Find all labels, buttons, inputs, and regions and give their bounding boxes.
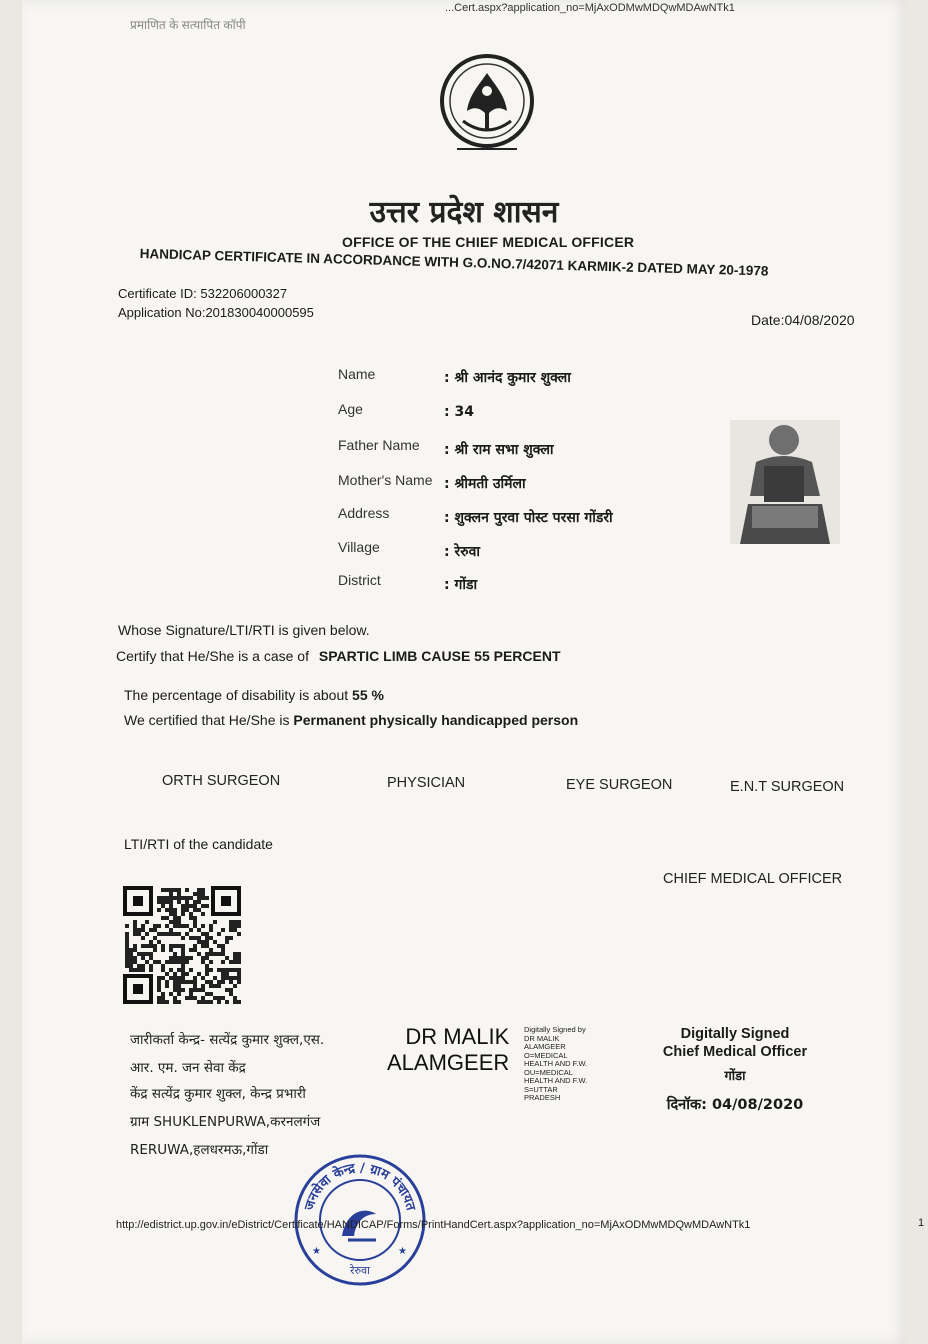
- government-title: उत्तर प्रदेश शासन: [369, 195, 559, 230]
- physician-title: PHYSICIAN: [387, 775, 466, 791]
- digital-sign-line-1: Digitally Signed: [680, 1026, 790, 1042]
- father-name-value: : श्री राम सभा शुक्ला: [444, 442, 554, 458]
- age-value: : 34: [444, 404, 474, 420]
- signer-meta-line: HEALTH AND F.W.: [524, 1059, 588, 1068]
- kendra-line-2: आर. एम. जन सेवा केंद्र: [130, 1060, 246, 1076]
- district-value: : गोंडा: [444, 577, 478, 593]
- stamp-top-text: जनसेवा केन्द्र / ग्राम पंचायत: [302, 1160, 418, 1213]
- father-name-label: Father Name: [338, 437, 420, 453]
- percentage-prefix: The percentage of disability is about: [124, 687, 349, 703]
- condition-text: SPARTIC LIMB CAUSE 55 PERCENT: [318, 648, 561, 664]
- go-reference-line: HANDICAP CERTIFICATE IN ACCORDANCE WITH G.O.NO.7/42071 KARMIK-2 DATED MAY 20-1978: [139, 246, 769, 279]
- signer-name-line-2: ALAMGEER: [387, 1050, 510, 1075]
- village-label: Village: [338, 539, 380, 555]
- certificate-id: Certificate ID: 532206000327: [118, 286, 288, 301]
- signer-meta-line: S=UTTAR: [524, 1084, 558, 1094]
- district-label: District: [338, 572, 381, 588]
- address-value: : शुक्लन पुरवा पोस्ट परसा गोंडरी: [444, 510, 613, 526]
- signer-meta-line: PRADESH: [524, 1093, 561, 1102]
- permanent-text: Permanent physically handicapped person: [293, 712, 579, 728]
- certify-prefix: Certify that He/She is a case of: [116, 648, 309, 664]
- kendra-line-1: जारीकर्ता केन्द्र- सत्येंद्र कुमार शुक्ल,एस.: [130, 1032, 325, 1048]
- percentage-statement: [124, 687, 384, 703]
- kendra-line-4: ग्राम SHUKLENPURWA,करनलगंज: [130, 1114, 321, 1130]
- candidate-photo: [730, 420, 840, 544]
- issue-date: Date:04/08/2020: [751, 312, 855, 328]
- qr-code: [123, 886, 241, 1004]
- mother-name-label: Mother's Name: [338, 472, 433, 488]
- signer-meta-line: HEALTH AND F.W.: [524, 1076, 588, 1085]
- office-heading: OFFICE OF THE CHIEF MEDICAL OFFICER: [342, 234, 635, 250]
- signer-name-line-1: DR MALIK: [405, 1024, 510, 1049]
- stamp-bottom-text: रेरुवा: [349, 1264, 371, 1277]
- signer-meta-line: O=MEDICAL: [524, 1050, 568, 1060]
- state-emblem-icon: [437, 51, 537, 161]
- kendra-line-3: केंद्र सत्येंद्र कुमार शुक्ल, केन्द्र प्रभारी: [130, 1086, 306, 1102]
- header-url: ...Cert.aspx?application_no=MjAxODMwMDQwMDAwNTk1: [445, 2, 735, 14]
- permanent-statement: [124, 712, 578, 728]
- permanent-prefix: We certified that He/She is: [124, 712, 290, 728]
- ent-surgeon-title: E.N.T SURGEON: [730, 779, 845, 795]
- digital-sign-date: दिनॉक: 04/08/2020: [666, 1097, 804, 1113]
- eye-surgeon-title: EYE SURGEON: [566, 777, 673, 793]
- footer-url: http://edistrict.up.gov.in/eDistrict/Certificate/HANDICAP/Forms/PrintHandCert.aspx?application_no=MjAxODMwMDQwMDAwNTk1: [116, 1219, 751, 1231]
- village-value: : रेरुवा: [444, 544, 480, 560]
- page-number: 1: [918, 1217, 925, 1229]
- signer-meta-line: OU=MEDICAL: [524, 1067, 573, 1077]
- signer-name: [387, 1024, 509, 1076]
- signer-meta-line: ALAMGEER: [524, 1042, 566, 1051]
- name-label: Name: [338, 366, 376, 382]
- cmo-title: CHIEF MEDICAL OFFICER: [663, 871, 843, 887]
- signer-meta-line: Digitally Signed by: [524, 1025, 586, 1034]
- application-number: Application No:201830040000595: [118, 305, 314, 320]
- stamp-star-icon: ★: [312, 1246, 321, 1257]
- name-value: : श्री आनंद कुमार शुक्ला: [444, 370, 571, 386]
- kendra-line-5: RERUWA,हलधरमऊ,गोंडा: [130, 1142, 269, 1158]
- age-label: Age: [338, 401, 363, 417]
- digital-sign-district: गोंडा: [724, 1069, 746, 1084]
- orth-surgeon-title: ORTH SURGEON: [162, 773, 281, 789]
- address-label: Address: [338, 505, 390, 521]
- stamp-star-icon: ★: [398, 1246, 407, 1257]
- digital-sign-line-2: Chief Medical Officer: [662, 1044, 808, 1060]
- mother-name-value: : श्रीमती उर्मिला: [444, 476, 526, 492]
- candidate-sign-label: LTI/RTI of the candidate: [124, 836, 273, 852]
- signer-certificate-details: [524, 1026, 587, 1103]
- percentage-value: 55 %: [352, 687, 384, 703]
- signature-statement: Whose Signature/LTI/RTI is given below.: [118, 622, 370, 638]
- certify-statement: [116, 648, 561, 664]
- signer-meta-line: DR MALIK: [524, 1033, 560, 1043]
- handwritten-note: प्रमाणित के सत्यापित कॉपी: [130, 18, 246, 32]
